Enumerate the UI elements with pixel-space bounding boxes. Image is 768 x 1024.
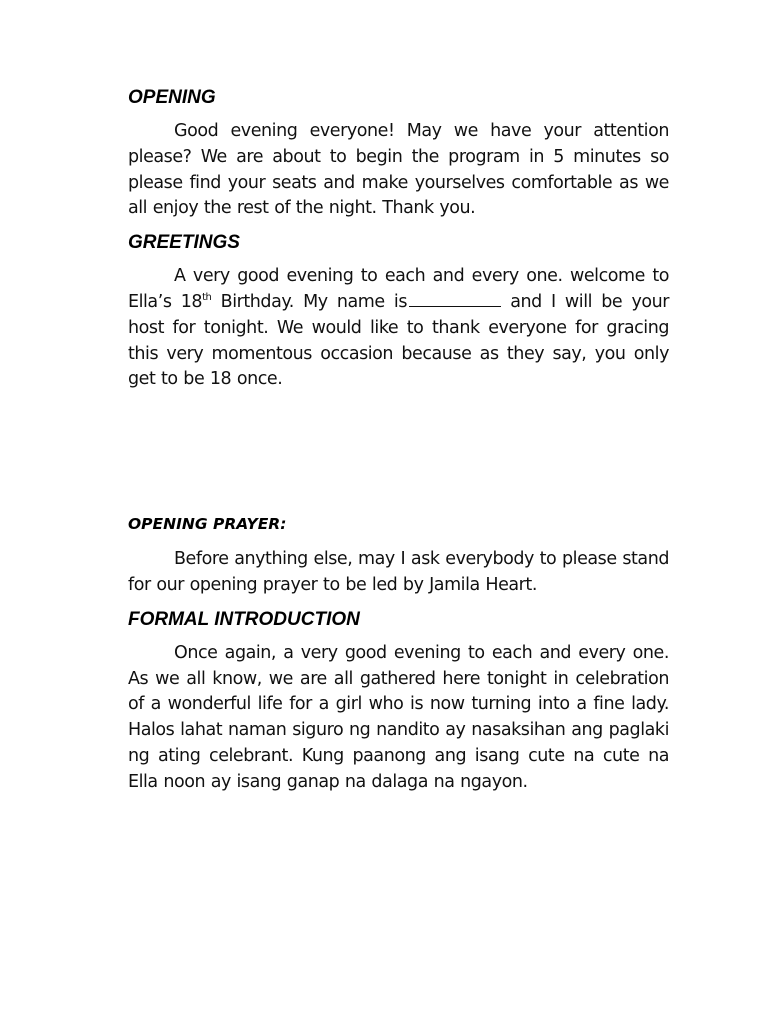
document-page [128,86,669,796]
name-blank-line [409,292,501,307]
formal-introduction-heading: FORMAL INTRODUCTION [128,608,360,630]
greetings-text-part3: and I will be your host for tonight. We would like to thank everyone for gracing this very momentous occasion because as they say, you only get to be 18 once. [128,291,669,390]
opening-prayer-paragraph: Before anything else, may I ask everybody to please stand for our opening prayer to be led by Jamila Heart. [128,549,669,595]
ordinal-superscript: th [202,292,212,304]
greetings-paragraph [128,264,669,393]
greetings-text-part1: A very good evening to each and every one. welcome to Ella’s 18 [128,266,669,312]
opening-heading: OPENING [128,87,216,108]
formal-introduction-paragraph: Once again, a very good evening to each and every one. As we all know, we are all gathered here tonight in celebration of a wonderful life for a girl who is now turning into a fine lady. Halos lahat naman siguro ng nandito ay nasaksihan ang paglaki ng ating celebrant. Kung paanong ang isang cute na cute na Ella noon ay isang ganap na dalaga na ngayon. [128,642,669,792]
opening-prayer-heading: OPENING PRAYER: [128,515,287,534]
greetings-heading: GREETINGS [128,232,240,254]
greetings-text-part2: Birthday. My name is [211,291,407,312]
opening-paragraph: Good evening everyone! May we have your attention please? We are about to begin the program in 5 minutes so please find your seats and make yourselves comfortable as we all enjoy the rest of the night. Thank you. [128,121,669,219]
